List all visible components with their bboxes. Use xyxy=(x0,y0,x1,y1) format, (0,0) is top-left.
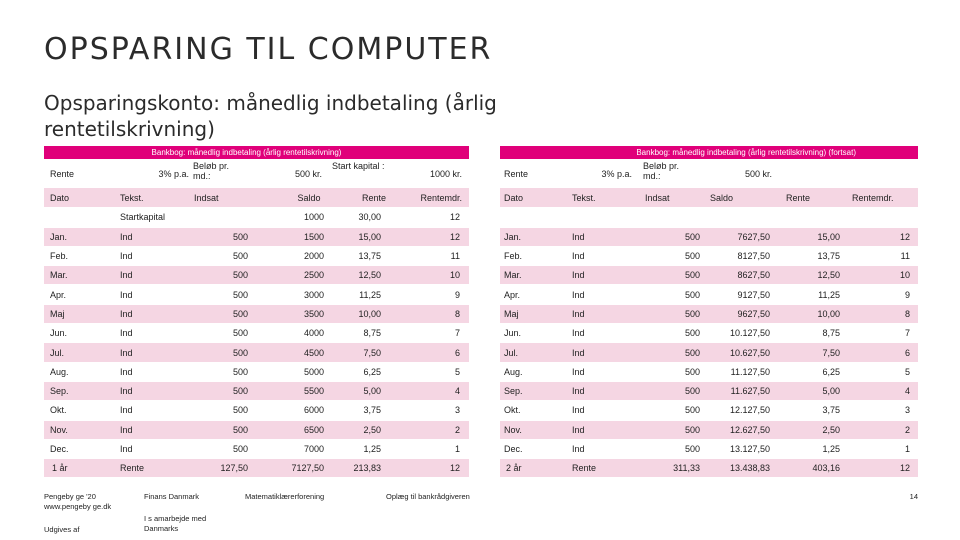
cell-tekst: Ind xyxy=(572,347,585,358)
table-row xyxy=(44,284,469,303)
cell-rente: 6,25 xyxy=(363,366,381,377)
cell-rentemdr: 3 xyxy=(454,405,460,416)
cell-tekst: Ind xyxy=(120,289,133,300)
col-indsat: Indsat xyxy=(645,192,670,203)
bankbook-left-header: Bankbog: månedlig indbetaling (årlig rentetilskrivning) xyxy=(44,146,469,159)
table-total-row xyxy=(44,458,469,477)
col-dato: Dato xyxy=(50,192,70,203)
cell-rentemdr: 4 xyxy=(454,386,460,397)
cell-rentemdr: 2 xyxy=(904,424,910,435)
cell-tekst: Ind xyxy=(120,231,133,242)
cell-tekst: Ind xyxy=(572,308,585,319)
cell-indsat: 500 xyxy=(684,424,700,435)
cell-saldo: 3000 xyxy=(303,289,324,300)
cell-dato: Dec. xyxy=(504,444,523,454)
cell-saldo: 8127,50 xyxy=(737,251,770,262)
bankbook-right-header: Bankbog: månedlig indbetaling (årlig rentetilskrivning) (fortsat) xyxy=(500,146,918,159)
table-row xyxy=(500,227,918,246)
cell-saldo: 10.127,50 xyxy=(729,328,770,339)
footer-collab-line2: Danmarks xyxy=(144,524,179,533)
table-header-row xyxy=(44,188,469,207)
cell-dato: Maj xyxy=(504,308,519,319)
cell-saldo: 2500 xyxy=(303,270,324,281)
cell-tekst: Rente xyxy=(572,463,597,474)
cell-rentemdr: 12 xyxy=(899,231,910,242)
start-kapital-value: 1000 kr. xyxy=(429,168,462,179)
cell-tekst: Ind xyxy=(572,386,585,397)
col-saldo: Saldo xyxy=(710,192,734,203)
cell-dato: Feb. xyxy=(504,251,523,262)
rente-value: 3% p.a. xyxy=(158,168,189,179)
col-dato: Dato xyxy=(504,192,524,203)
cell-rente: 7,50 xyxy=(363,347,381,358)
page-title: OPSPARING TIL COMPUTER xyxy=(44,32,493,67)
table-row xyxy=(500,381,918,400)
cell-dato: Sep. xyxy=(50,386,69,397)
cell-rentemdr: 8 xyxy=(904,308,910,319)
cell-indsat: 500 xyxy=(232,347,248,358)
table-row xyxy=(44,400,469,419)
footer-site-link[interactable]: www.pengeby ge.dk xyxy=(44,502,112,511)
cell-rentemdr: 4 xyxy=(904,386,910,397)
cell-saldo: 12.627,50 xyxy=(729,424,770,435)
cell-dato: Jan. xyxy=(504,231,522,242)
cell-rente: 403,16 xyxy=(812,463,840,474)
cell-rentemdr: 12 xyxy=(899,463,910,474)
footer-collab-line1: I s amarbejde med xyxy=(144,514,207,523)
col-indsat: Indsat xyxy=(194,192,219,203)
cell-dato: Apr. xyxy=(50,289,67,300)
cell-rente: 1,25 xyxy=(363,444,381,454)
table-row xyxy=(500,362,918,381)
cell-dato: Okt. xyxy=(504,405,521,416)
table-row xyxy=(500,342,918,361)
cell-rentemdr: 6 xyxy=(454,347,460,358)
cell-rente: 213,83 xyxy=(353,463,381,474)
cell-rentemdr: 7 xyxy=(904,328,910,339)
cell-rentemdr: 11 xyxy=(450,251,460,262)
cell-indsat: 500 xyxy=(232,251,248,262)
cell-saldo: 3500 xyxy=(303,308,324,319)
cell-indsat: 500 xyxy=(684,289,700,300)
cell-dato: Nov. xyxy=(504,424,522,435)
cell-rente: 15,00 xyxy=(358,231,381,242)
col-tekst: Tekst. xyxy=(572,192,596,203)
cell-dato: Maj xyxy=(50,308,65,319)
table-row xyxy=(500,323,918,342)
bankbook-left-params xyxy=(44,159,469,188)
cell-rente: 3,75 xyxy=(822,405,840,416)
cell-rentemdr: 5 xyxy=(904,366,910,377)
table-total-row xyxy=(500,458,918,477)
cell-dato: Sep. xyxy=(504,386,523,397)
cell-saldo: 13.438,83 xyxy=(729,463,770,474)
cell-tekst: Ind xyxy=(120,366,133,377)
cell-rentemdr: 10 xyxy=(899,270,910,281)
cell-rentemdr: 8 xyxy=(454,308,460,319)
cell-rente: 12,50 xyxy=(817,270,840,281)
table-row xyxy=(500,400,918,419)
table-row xyxy=(500,420,918,439)
cell-rente: 7,50 xyxy=(822,347,840,358)
table-row xyxy=(500,284,918,303)
cell-tekst: Ind xyxy=(572,366,585,377)
cell-indsat: 500 xyxy=(684,270,700,281)
cell-rentemdr: 1 xyxy=(904,444,910,454)
footer-site xyxy=(44,492,111,512)
table-row-startkapital xyxy=(44,207,469,226)
footer-site-line1: Pengeby ge '20 xyxy=(44,492,96,501)
cell-rente: 30,00 xyxy=(358,211,381,222)
cell-dato: Nov. xyxy=(50,424,68,435)
cell-saldo: 7127,50 xyxy=(291,463,324,474)
cell-dato: Dec. xyxy=(50,444,69,454)
cell-rente: 15,00 xyxy=(817,231,840,242)
cell-indsat: 500 xyxy=(684,444,700,454)
table-row xyxy=(44,362,469,381)
cell-indsat: 500 xyxy=(232,328,248,339)
cell-indsat: 500 xyxy=(232,405,248,416)
beloeb-label: Beløb pr. md.: xyxy=(643,161,680,181)
cell-dato: Okt. xyxy=(50,405,67,416)
cell-indsat: 500 xyxy=(684,405,700,416)
cell-indsat: 500 xyxy=(232,424,248,435)
cell-indsat: 500 xyxy=(684,251,700,262)
cell-rentemdr: 10 xyxy=(449,270,460,281)
cell-saldo: 13.127,50 xyxy=(729,444,770,454)
cell-rentemdr: 7 xyxy=(454,328,460,339)
cell-indsat: 500 xyxy=(684,386,700,397)
cell-indsat: 500 xyxy=(232,270,248,281)
cell-rente: 11,25 xyxy=(359,289,381,300)
cell-rente: 2,50 xyxy=(822,424,840,435)
cell-indsat: 500 xyxy=(232,289,248,300)
cell-rentemdr: 3 xyxy=(904,405,910,416)
cell-rentemdr: 1 xyxy=(454,444,460,454)
col-saldo: Saldo xyxy=(297,192,321,203)
table-row xyxy=(500,304,918,323)
table-row xyxy=(44,246,469,265)
cell-dato: Feb. xyxy=(50,251,69,262)
cell-saldo: 5500 xyxy=(303,386,324,397)
table-row-spacer xyxy=(500,207,918,226)
cell-saldo: 4500 xyxy=(303,347,324,358)
cell-rente: 10,00 xyxy=(358,308,381,319)
cell-rente: 11,25 xyxy=(818,289,840,300)
cell-tekst: Ind xyxy=(120,405,133,416)
cell-tekst: Ind xyxy=(572,270,585,281)
cell-tekst: Ind xyxy=(120,347,133,358)
cell-tekst: Ind xyxy=(572,424,585,435)
cell-tekst: Startkapital xyxy=(120,211,166,222)
cell-indsat: 500 xyxy=(232,444,248,454)
bankbook-left xyxy=(44,146,469,477)
footer-publisher: Udgives af xyxy=(44,525,80,534)
bankbook-right-params xyxy=(500,159,918,188)
cell-saldo: 7627,50 xyxy=(737,231,770,242)
cell-dato: 2 år xyxy=(506,463,522,474)
cell-saldo: 8627,50 xyxy=(737,270,770,281)
cell-tekst: Ind xyxy=(120,251,133,262)
cell-tekst: Ind xyxy=(572,444,585,454)
cell-saldo: 10.627,50 xyxy=(729,347,770,358)
cell-rente: 5,00 xyxy=(363,386,381,397)
cell-rente: 6,25 xyxy=(822,366,840,377)
cell-rentemdr: 9 xyxy=(454,289,460,300)
table-row xyxy=(500,246,918,265)
cell-dato: Aug. xyxy=(50,366,69,377)
cell-tekst: Ind xyxy=(120,270,133,281)
cell-dato: Aug. xyxy=(504,366,523,377)
page-number: 14 xyxy=(909,492,918,501)
cell-dato: Jun. xyxy=(504,328,522,339)
cell-rente: 2,50 xyxy=(363,424,381,435)
col-rente: Rente xyxy=(786,192,811,203)
col-rente: Rente xyxy=(361,192,387,203)
cell-rentemdr: 12 xyxy=(449,211,460,222)
cell-rente: 12,50 xyxy=(358,270,381,281)
table-row xyxy=(44,304,469,323)
cell-saldo: 9127,50 xyxy=(737,289,770,300)
cell-indsat: 311,33 xyxy=(673,463,700,474)
table-row xyxy=(44,439,469,458)
footer-org2: Matematiklærerforening xyxy=(245,492,325,501)
rente-label: Rente xyxy=(504,168,529,179)
cell-indsat: 500 xyxy=(232,386,248,397)
cell-indsat: 500 xyxy=(232,231,248,242)
cell-rentemdr: 5 xyxy=(454,366,460,377)
table-header-row xyxy=(500,188,918,207)
cell-tekst: Ind xyxy=(572,405,585,416)
cell-tekst: Ind xyxy=(572,251,585,262)
col-tekst: Tekst. xyxy=(120,192,144,203)
cell-tekst: Ind xyxy=(120,386,133,397)
beloeb-value: 500 kr. xyxy=(294,168,322,179)
cell-saldo: 1000 xyxy=(303,211,324,222)
footer-audience: Oplæg til bankrådgiveren xyxy=(386,492,470,501)
cell-dato: Mar. xyxy=(50,270,68,281)
footer-collab xyxy=(144,514,206,534)
table-row xyxy=(44,227,469,246)
cell-saldo: 11.127,50 xyxy=(730,366,770,377)
beloeb-value: 500 kr. xyxy=(744,168,772,179)
cell-tekst: Ind xyxy=(120,444,133,454)
cell-saldo: 7000 xyxy=(303,444,324,454)
cell-saldo: 12.127,50 xyxy=(729,405,770,416)
cell-saldo: 6500 xyxy=(303,424,324,435)
cell-indsat: 500 xyxy=(232,308,248,319)
table-row xyxy=(44,381,469,400)
cell-indsat: 500 xyxy=(684,308,700,319)
cell-saldo: 6000 xyxy=(303,405,324,416)
cell-rentemdr: 2 xyxy=(454,424,460,435)
footer-org1: Finans Danmark xyxy=(144,492,200,501)
rente-label: Rente xyxy=(50,168,75,179)
cell-indsat: 500 xyxy=(232,366,248,377)
cell-rentemdr: 6 xyxy=(904,347,910,358)
cell-rente: 13,75 xyxy=(358,251,381,262)
cell-dato: Jun. xyxy=(50,328,68,339)
bankbook-right xyxy=(500,146,918,477)
cell-indsat: 500 xyxy=(684,328,700,339)
table-row xyxy=(500,439,918,458)
cell-rente: 1,25 xyxy=(822,444,840,454)
cell-dato: 1 år xyxy=(52,463,68,474)
cell-tekst: Ind xyxy=(120,328,133,339)
table-row xyxy=(500,265,918,284)
cell-tekst: Ind xyxy=(572,231,585,242)
cell-rentemdr: 11 xyxy=(900,251,910,262)
cell-saldo: 11.627,50 xyxy=(730,386,770,397)
cell-rente: 10,00 xyxy=(817,308,840,319)
col-rentemdr: Rentemdr. xyxy=(420,192,462,203)
cell-saldo: 9627,50 xyxy=(737,308,770,319)
table-row xyxy=(44,265,469,284)
cell-tekst: Ind xyxy=(572,289,585,300)
cell-rente: 13,75 xyxy=(817,251,840,262)
cell-saldo: 1500 xyxy=(303,231,324,242)
cell-indsat: 500 xyxy=(684,347,700,358)
cell-dato: Mar. xyxy=(504,270,522,281)
cell-saldo: 2000 xyxy=(303,251,324,262)
cell-tekst: Ind xyxy=(572,328,585,339)
table-row xyxy=(44,342,469,361)
cell-rentemdr: 12 xyxy=(449,231,460,242)
cell-tekst: Rente xyxy=(120,463,145,474)
cell-rente: 3,75 xyxy=(363,405,381,416)
cell-dato: Jan. xyxy=(50,231,68,242)
cell-tekst: Ind xyxy=(120,424,133,435)
cell-rente: 8,75 xyxy=(822,328,840,339)
cell-indsat: 500 xyxy=(684,231,700,242)
cell-tekst: Ind xyxy=(120,308,133,319)
cell-rente: 5,00 xyxy=(822,386,840,397)
page-subtitle: Opsparingskonto: månedlig indbetaling (årlig rentetilskrivning) xyxy=(44,91,497,141)
cell-rentemdr: 12 xyxy=(449,463,460,474)
cell-indsat: 500 xyxy=(684,366,700,377)
beloeb-label: Beløb pr. md.: xyxy=(193,161,230,181)
cell-dato: Jul. xyxy=(504,347,519,358)
table-row xyxy=(44,420,469,439)
table-row xyxy=(44,323,469,342)
start-kapital-label: Start kapital : xyxy=(332,161,385,171)
cell-saldo: 4000 xyxy=(303,328,324,339)
cell-rentemdr: 9 xyxy=(904,289,910,300)
cell-indsat: 127,50 xyxy=(220,463,248,474)
cell-rente: 8,75 xyxy=(363,328,381,339)
col-rentemdr: Rentemdr. xyxy=(852,192,894,203)
cell-dato: Apr. xyxy=(504,289,521,300)
rente-value: 3% p.a. xyxy=(601,168,632,179)
cell-dato: Jul. xyxy=(50,347,65,358)
cell-saldo: 5000 xyxy=(303,366,324,377)
